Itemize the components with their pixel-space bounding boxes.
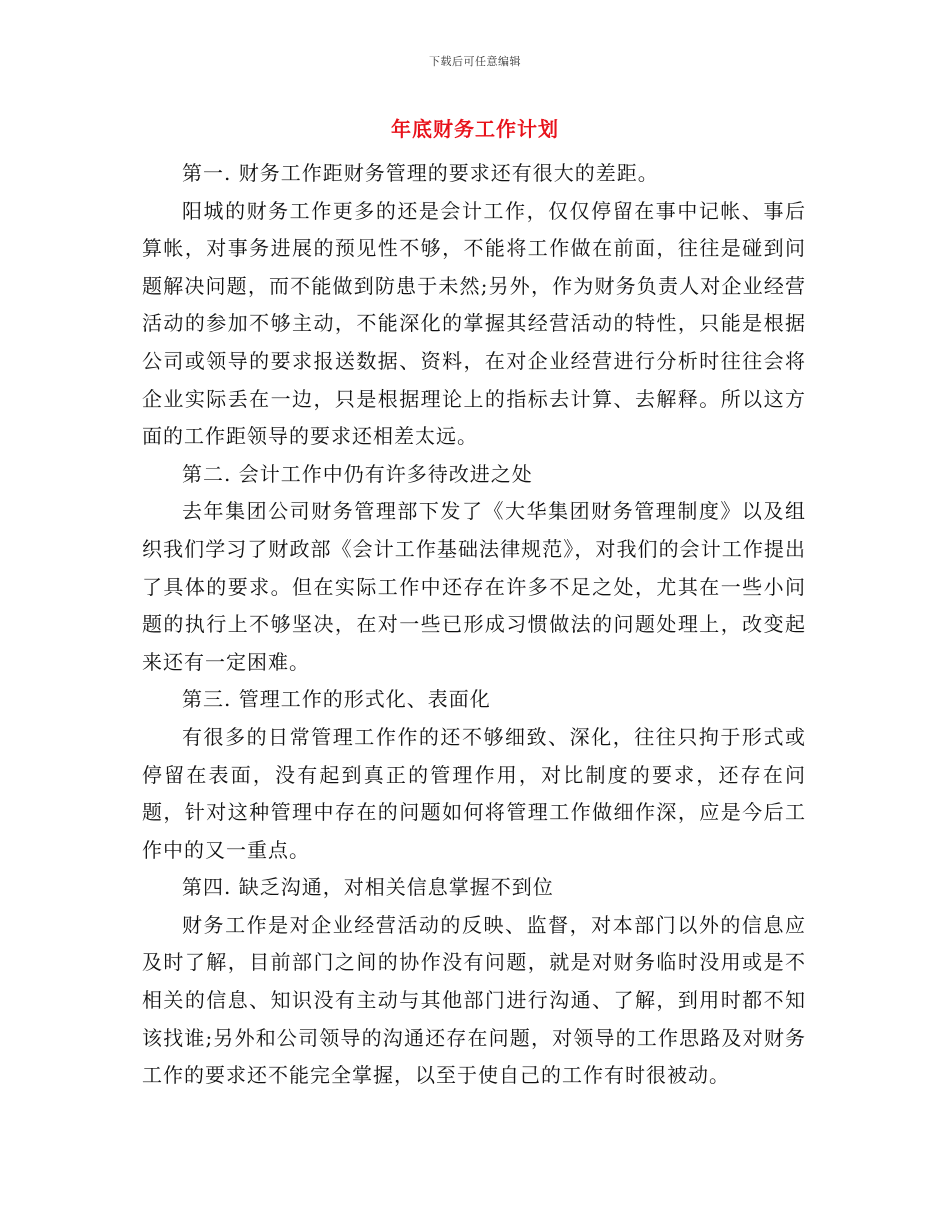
document-body — [142, 155, 806, 1095]
heading-4: 第四. 缺乏沟通，对相关信息掌握不到位 — [182, 875, 554, 900]
heading-2: 第二. 会计工作中仍有许多待改进之处 — [182, 461, 533, 486]
paragraph-4: 财务工作是对企业经营活动的反映、监督，对本部门以外的信息应及时了解，目前部门之间的协作没有问题，就是对财务临时没用或是不相关的信息、知识没有主动与其他部门进行沟通、了解，到用时都不知该找谁;另外和公司领导的沟通还存在问题，对领导的工作思路及对财务工作的要求还不能完全掌握，以至于使自己的工作有时很被动。 — [142, 912, 806, 1088]
header-note: 下载后可任意编辑 — [429, 55, 521, 68]
paragraph-3: 有很多的日常管理工作作的还不够细致、深化，往往只拘于形式或停留在表面，没有起到真正的管理作用，对比制度的要求，还存在问题，针对这种管理中存在的问题如何将管理工作做细作深，应是今后工作中的又一重点。 — [142, 724, 806, 862]
paragraph-1: 阳城的财务工作更多的还是会计工作，仅仅停留在事中记帐、事后算帐，对事务进展的预见性不够，不能将工作做在前面，往往是碰到问题解决问题，而不能做到防患于未然;另外，作为财务负责人对企业经营活动的参加不够主动，不能深化的掌握其经营活动的特性，只能是根据公司或领导的要求报送数据、资料，在对企业经营进行分析时往往会将企业实际丢在一边，只是根据理论上的指标去计算、去解释。所以这方面的工作距领导的要求还相差太远。 — [142, 198, 806, 449]
document-title: 年底财务工作计划 — [391, 117, 559, 141]
heading-3: 第三. 管理工作的形式化、表面化 — [182, 687, 491, 712]
paragraph-2: 去年集团公司财务管理部下发了《大华集团财务管理制度》以及组织我们学习了财政部《会计工作基础法律规范》，对我们的会计工作提出了具体的要求。但在实际工作中还存在许多不足之处，尤其在一些小问题的执行上不够坚决，在对一些已形成习惯做法的问题处理上，改变起来还有一定困难。 — [142, 499, 806, 674]
heading-1: 第一. 财务工作距财务管理的要求还有很大的差距。 — [182, 161, 659, 185]
